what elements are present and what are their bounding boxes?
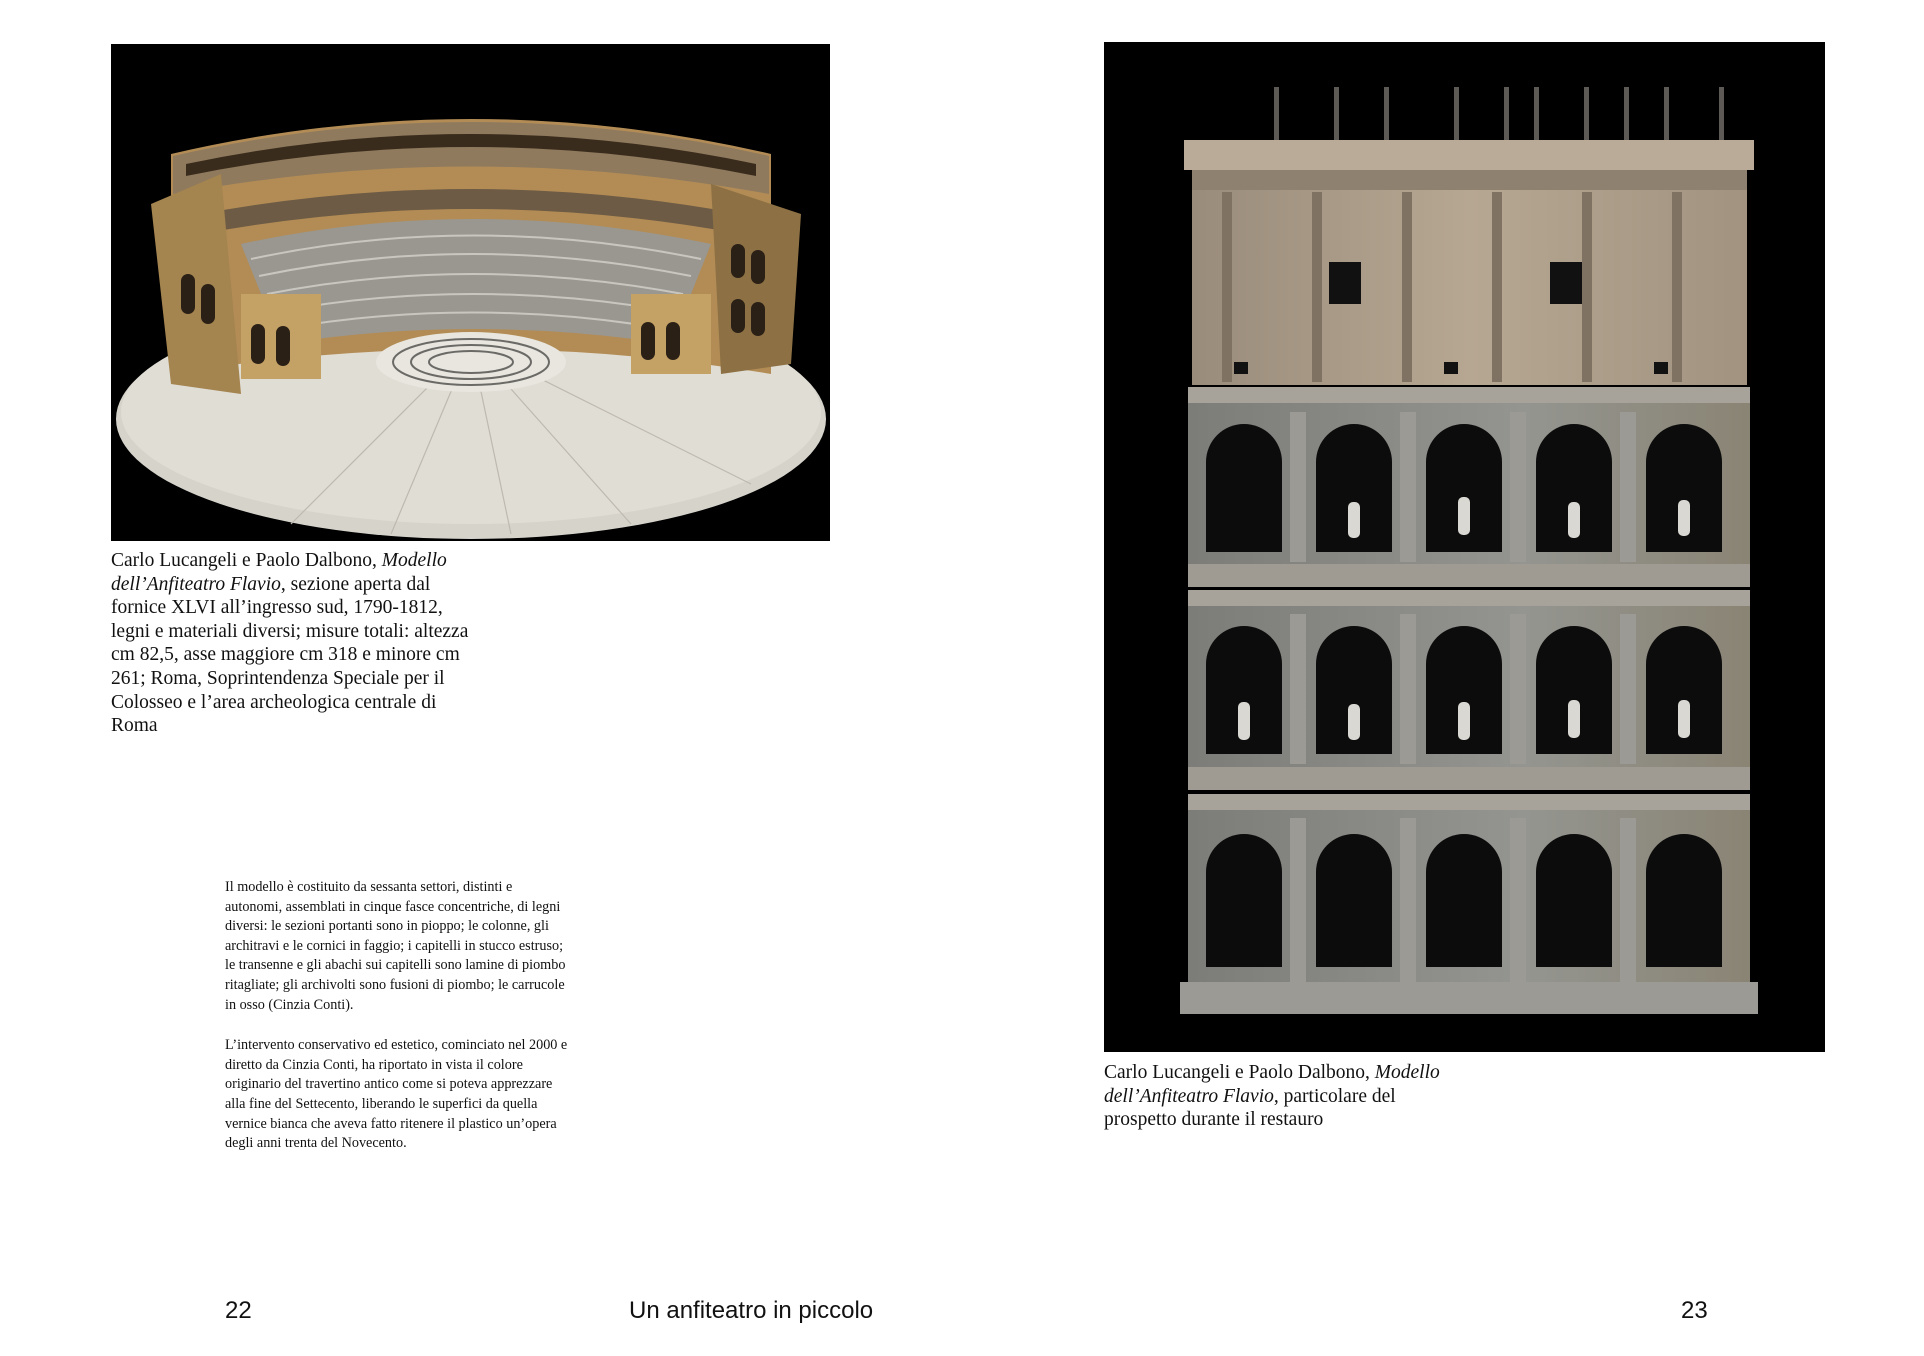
photo-colosseum-facade-model bbox=[1104, 42, 1825, 1052]
page-number-right: 23 bbox=[1681, 1297, 1708, 1324]
body-text-column bbox=[225, 878, 570, 1175]
caption-authors: Carlo Lucangeli e Paolo Dalbono, bbox=[111, 550, 382, 571]
colosseum-section-model-icon bbox=[111, 44, 830, 541]
figure-caption-left bbox=[111, 549, 471, 738]
caption-title: Modello dell’Anfiteatro Flavio bbox=[111, 550, 447, 595]
page-number-left: 22 bbox=[225, 1297, 252, 1324]
body-paragraph: Il modello è costituito da sessanta settori, distinti e autonomi, assemblati in cinque fasce concentriche, di legni diversi: le sezioni portanti sono in pioppo; le colonne, gli architravi e le cornici in faggio; i capitelli in stucco estruso; le transenne e gli abachi sui capitelli sono lamine di piombo ritagliate; gli archivolti sono fusioni di piombo; le carrucole in osso (Cinzia Conti). bbox=[225, 879, 566, 1013]
caption-details: , particolare del prospetto durante il restauro bbox=[1104, 1085, 1396, 1131]
body-paragraph: L’intervento conservativo ed estetico, cominciato nel 2000 e diretto da Cinzia Conti, ha riportato in vista il colore originario del travertino antico come si poteva apprezzare alla fine del Settecento, liberando le superfici da quella vernice bianca che aveva fatto ritenere il plastico un’opera degli anni trenta del Novecento. bbox=[225, 1037, 568, 1152]
caption-details: , sezione aperta dal fornice XLVI all’ingresso sud, 1790-1812, legni e materiali diversi; misure totali: altezza cm 82,5, asse maggiore cm 318 e minore cm 261; Roma, Soprintendenza Speciale per il Colosseo e l’area archeologica centrale di Roma bbox=[111, 573, 469, 737]
running-title: Un anfiteatro in piccolo bbox=[629, 1297, 874, 1324]
colosseum-facade-model-icon bbox=[1104, 42, 1825, 1052]
figure-caption-right bbox=[1104, 1061, 1464, 1132]
photo-colosseum-section-model bbox=[111, 44, 830, 541]
caption-authors: Carlo Lucangeli e Paolo Dalbono, bbox=[1104, 1062, 1375, 1083]
caption-title: Modello dell’Anfiteatro Flavio bbox=[1104, 1062, 1440, 1107]
